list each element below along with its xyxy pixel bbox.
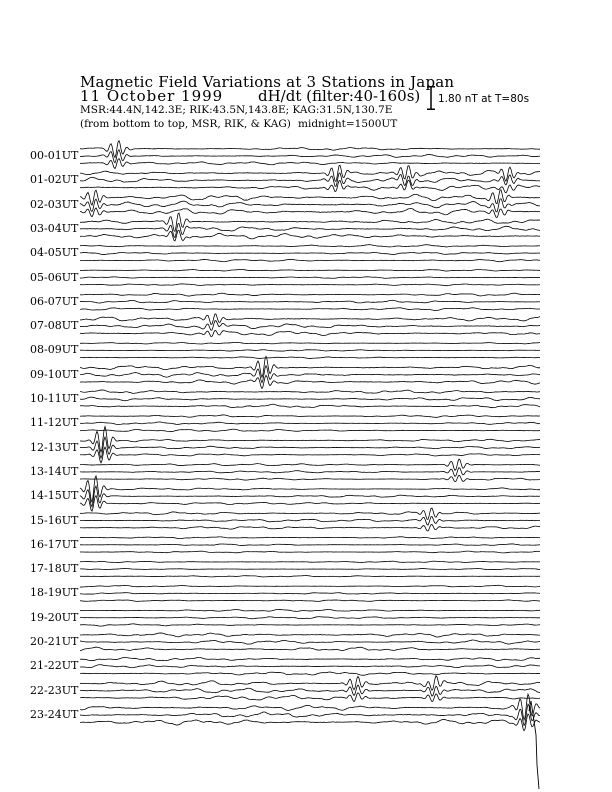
row-label: 23-24UT xyxy=(30,707,79,721)
quantity-filter-label: dH/dt (filter:40-160s) xyxy=(258,87,421,105)
trace-kag xyxy=(80,190,540,205)
trace-rik xyxy=(80,468,540,477)
trace-rik xyxy=(80,422,540,425)
row-label: 08-09UT xyxy=(30,343,79,357)
trace-kag xyxy=(80,585,540,587)
station-order-note: (from bottom to top, MSR, RIK, & KAG) xyxy=(80,118,291,130)
row-label: 03-04UT xyxy=(30,221,79,235)
trace-rik xyxy=(80,544,540,546)
row-label: 06-07UT xyxy=(30,294,79,308)
trace-rik xyxy=(80,321,540,331)
trace-msr xyxy=(80,647,540,651)
row-label: 18-19UT xyxy=(30,586,79,600)
row-label: 05-06UT xyxy=(30,270,79,284)
row-label: 20-21UT xyxy=(30,635,79,648)
row-label: 21-22UT xyxy=(30,659,79,673)
trace-msr xyxy=(80,524,540,530)
trace-msr xyxy=(80,447,540,463)
trace-kag xyxy=(80,609,540,611)
trace-kag xyxy=(80,537,540,539)
trace-rik xyxy=(80,640,540,644)
trace-rik xyxy=(80,300,540,303)
trace-msr xyxy=(80,330,540,336)
trace-msr xyxy=(80,180,540,193)
trace-rik xyxy=(80,516,540,525)
row-label: 01-02UT xyxy=(30,173,79,187)
trace-msr xyxy=(80,429,540,432)
station-coordinates: MSR:44.4N,142.3E; RIK:43.5N,143.8E; KAG:31.5N,130.7E xyxy=(80,104,393,116)
trace-rik xyxy=(80,350,540,351)
trace-kag xyxy=(80,415,540,418)
trace-rik xyxy=(80,617,540,619)
trace-msr xyxy=(80,714,540,731)
trace-kag xyxy=(80,459,540,470)
trace-kag xyxy=(80,314,540,325)
trace-kag xyxy=(80,342,540,344)
trace-msr xyxy=(80,576,540,577)
trace-msr xyxy=(80,496,540,511)
trace-rik xyxy=(80,397,540,401)
trace-msr xyxy=(80,159,540,169)
row-label: 12-13UT xyxy=(30,440,79,454)
trace-msr xyxy=(80,375,540,388)
trace-rik xyxy=(80,366,540,383)
trace-msr xyxy=(80,230,540,241)
row-label: 17-18UT xyxy=(30,562,79,576)
row-label: 11-12UT xyxy=(30,416,79,430)
trace-msr xyxy=(80,284,540,286)
trace-msr xyxy=(80,551,540,553)
trace-kag xyxy=(80,293,540,296)
trace-kag xyxy=(80,390,540,393)
row-label: 10-11UT xyxy=(30,392,79,405)
trace-msr xyxy=(80,672,540,675)
row-label: 13-14UT xyxy=(30,464,79,478)
trace-rik xyxy=(80,593,540,594)
trace-kag xyxy=(80,245,540,247)
trace-rik xyxy=(80,150,540,163)
trace-rik xyxy=(80,223,540,237)
trace-rik xyxy=(80,685,540,696)
trace-rik xyxy=(80,252,540,254)
trace-msr xyxy=(80,693,540,702)
trace-msr xyxy=(80,357,540,359)
row-label: 09-10UT xyxy=(30,367,79,381)
trace-kag xyxy=(80,269,540,271)
chart-title: Magnetic Field Variations at 3 Stations in Japan xyxy=(80,73,455,91)
row-label: 04-05UT xyxy=(30,246,79,260)
chart-date: 11 October 1999 xyxy=(80,87,224,105)
trace-kag xyxy=(80,561,540,562)
trace-rik xyxy=(80,277,540,279)
trace-kag xyxy=(80,508,540,519)
trace-kag xyxy=(80,633,540,637)
trace-msr xyxy=(80,208,540,218)
trace-kag xyxy=(80,657,540,660)
trace-kag xyxy=(80,676,540,691)
trace-msr xyxy=(80,600,540,602)
trace-msr xyxy=(80,259,540,261)
row-label: 00-01UT xyxy=(30,149,79,162)
scale-label: 1.80 nT at T=80s xyxy=(438,93,530,105)
row-label: 15-16UT xyxy=(30,513,79,527)
trace-rik xyxy=(80,665,540,668)
midnight-note: midnight=1500UT xyxy=(298,118,398,130)
trace-msr xyxy=(80,475,540,481)
row-label: 16-17UT xyxy=(30,537,79,551)
row-label: 19-20UT xyxy=(30,610,79,624)
row-label: 07-08UT xyxy=(30,319,79,333)
trace-msr xyxy=(80,308,540,311)
row-label: 02-03UT xyxy=(30,197,79,211)
row-label: 22-23UT xyxy=(30,683,79,697)
trace-kag xyxy=(80,165,540,181)
trace-msr xyxy=(80,624,540,626)
trace-rik xyxy=(80,199,540,212)
row-label: 14-15UT xyxy=(30,489,79,503)
trace-msr xyxy=(80,404,540,408)
trace-rik xyxy=(80,568,540,569)
